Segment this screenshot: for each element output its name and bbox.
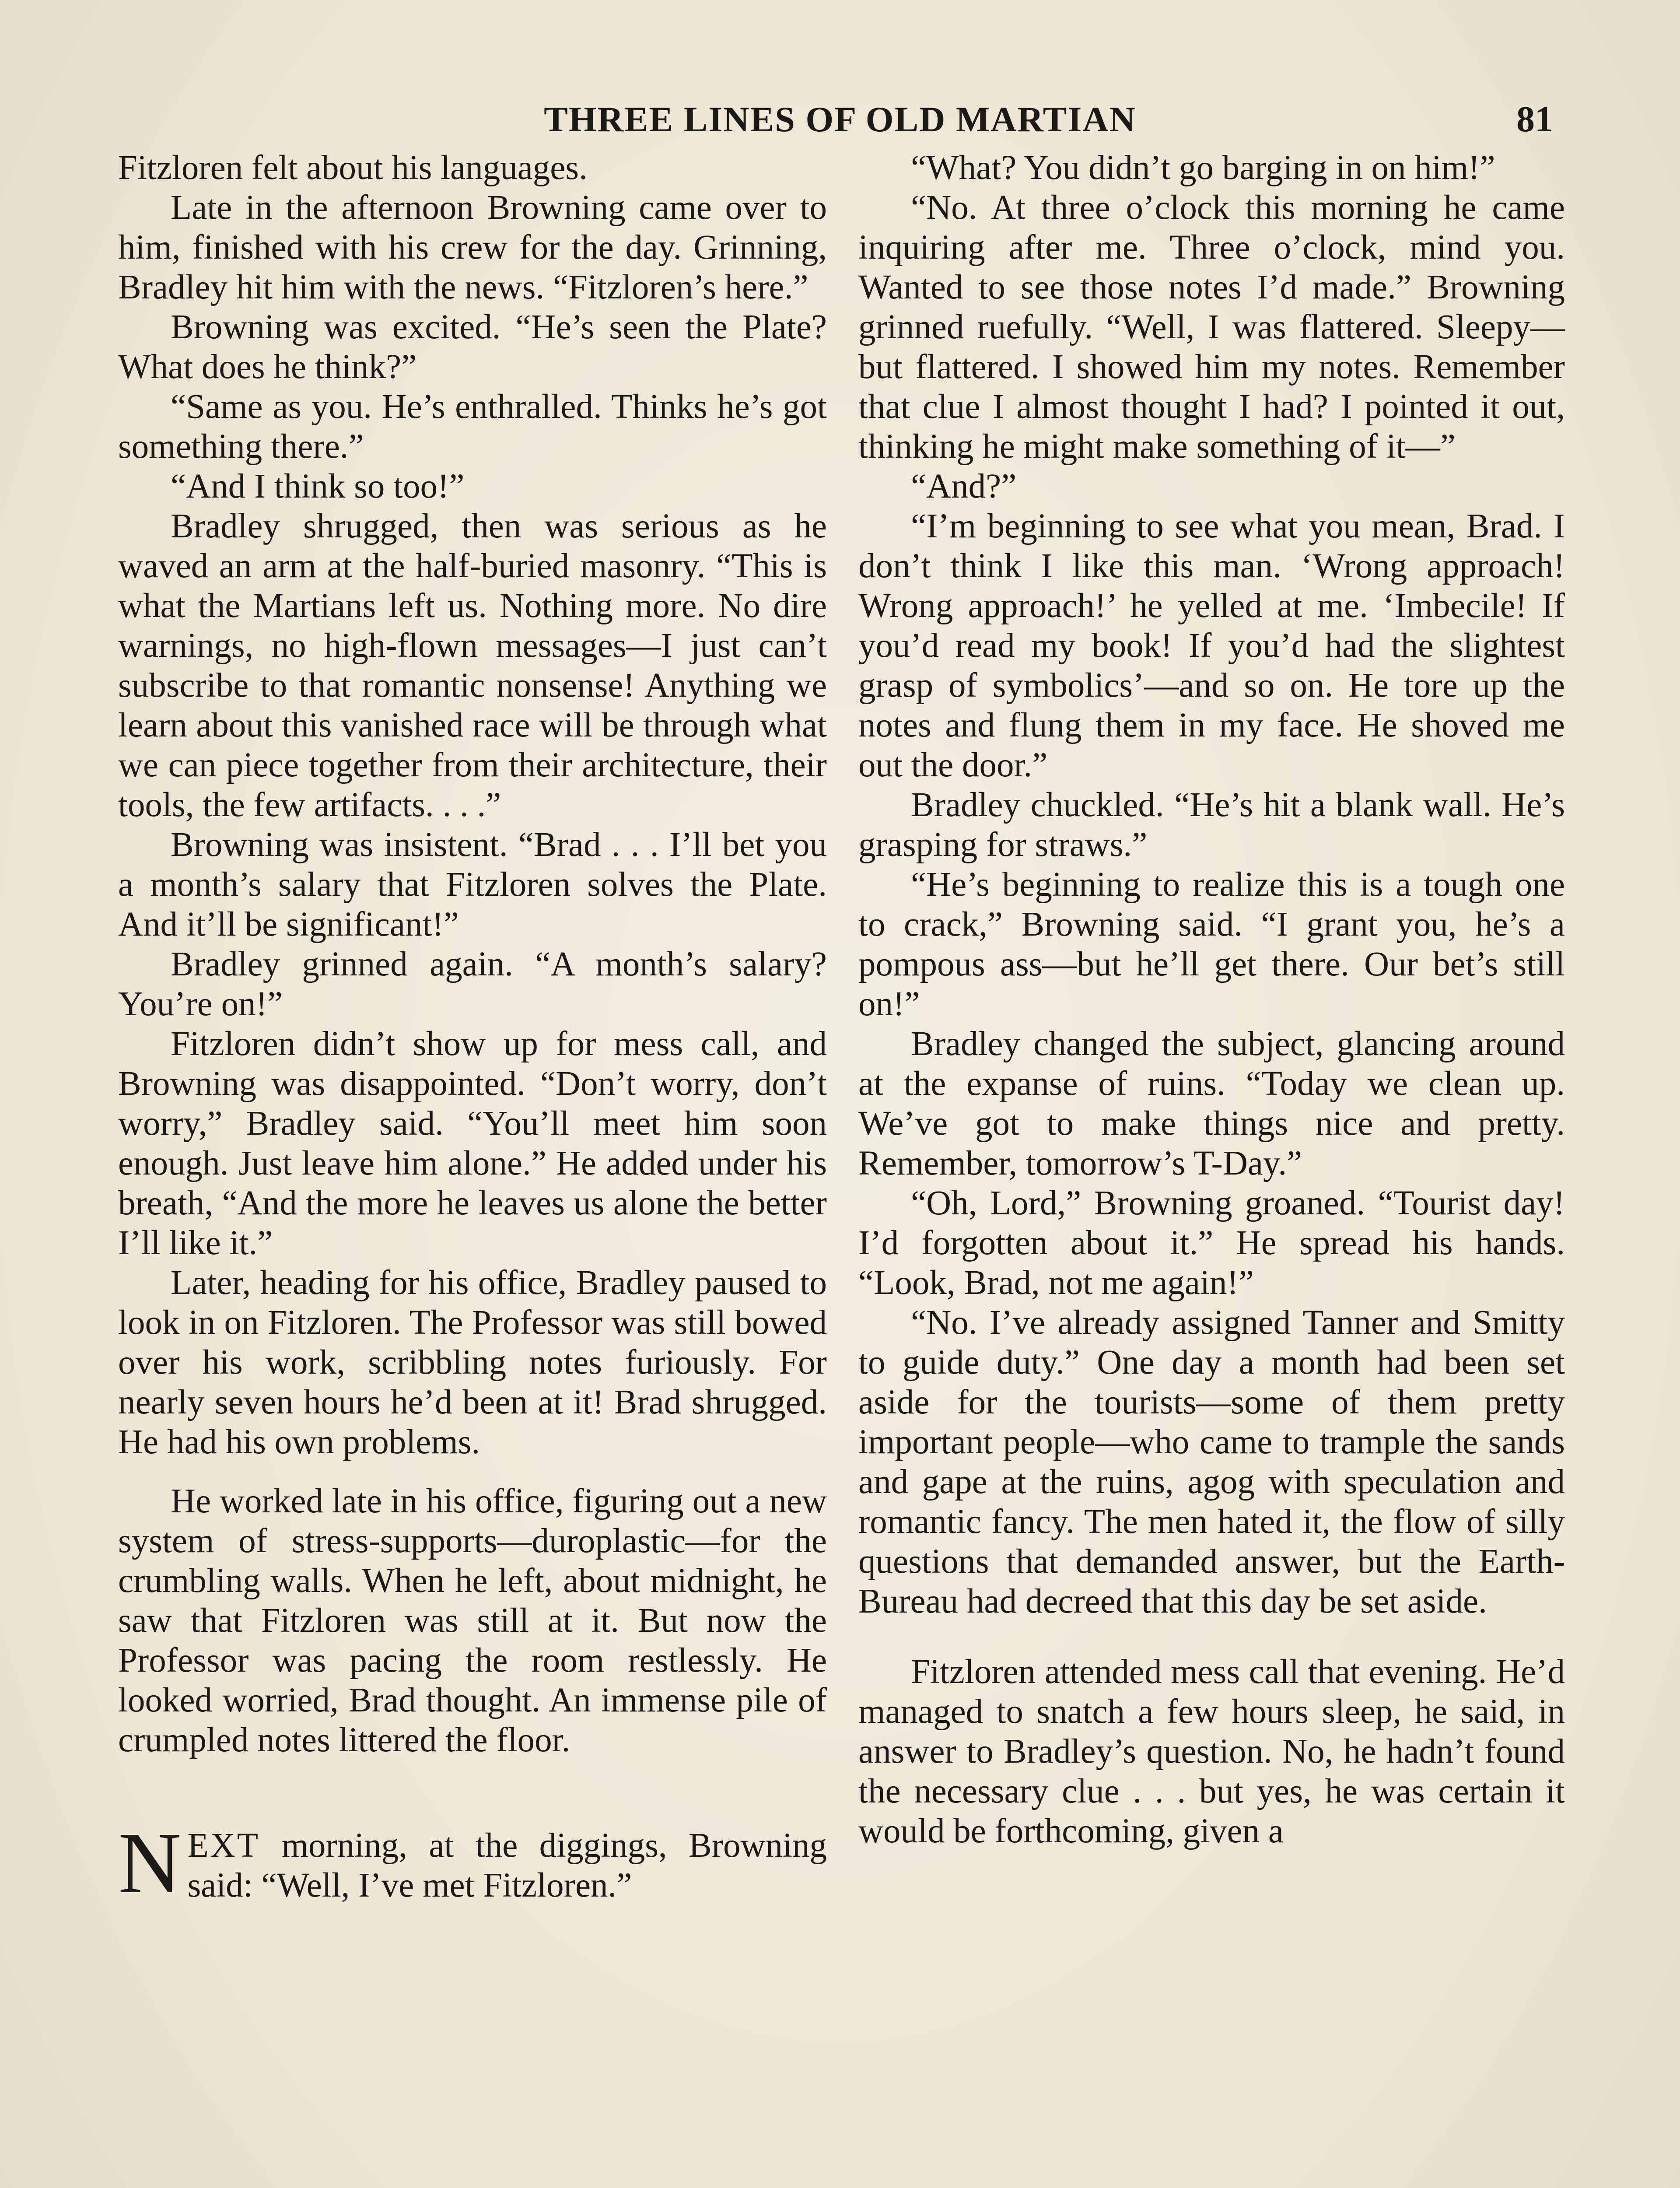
paragraph: Bradley changed the subject, glancing around at the expanse of ruins. “Today we clean up. We’ve got to make things nice and pretty. Remember, tomorrow’s T-Day.” — [858, 1025, 1565, 1182]
paragraph: Fitzloren didn’t show up for mess call, and Browning was disappointed. “Don’t worry, don’t worry,” Bradley said. “You’ll meet him soon enough. Just leave him alone.” He added under his breath, “And the more he leaves us alone the better I’ll like it.” — [118, 1025, 827, 1262]
paragraph: “I’m beginning to see what you mean, Brad. I don’t think I like this man. ‘Wrong approach! Wrong approach!’ he yelled at me. ‘Imbecile! If you’d read my book! If you’d had the slightest grasp of symbolics’—and so on. He tore up the notes and flung them in my face. He shoved me out the door.” — [858, 507, 1565, 784]
page-number: 81 — [1516, 99, 1553, 140]
paragraph: Fitzloren attended mess call that evening. He’d managed to snatch a few hours sleep, he said, in answer to Bradley’s question. No, he hadn’t found the necessary clue . . . but yes, he was certain it would be forthcoming, given a — [858, 1653, 1565, 1850]
left-column — [118, 148, 827, 1911]
paragraph: Browning was excited. “He’s seen the Plate? What does he think?” — [118, 308, 827, 386]
paragraph: “And I think so too!” — [171, 467, 465, 505]
paragraph: “Same as you. He’s enthralled. Thinks he’s got something there.” — [118, 388, 827, 466]
paragraph: “And?” — [911, 467, 1017, 505]
paragraph: “What? You didn’t go barging in on him!” — [911, 149, 1495, 187]
paragraph: “Oh, Lord,” Browning groaned. “Tourist day! I’d forgotten about it.” He spread his hands. “Look, Brad, not me again!” — [858, 1184, 1565, 1302]
drop-cap-smallcaps: EXT — [187, 1827, 260, 1865]
paragraph: Fitzloren felt about his languages. — [118, 149, 588, 187]
paragraph: “No. At three o’clock this morning he came inquiring after me. Three o’clock, mind you. Wanted to see those notes I’d made.” Browning grinned ruefully. “Well, I was flattered. Sleepy—but flattered. I showed him my notes. Remember that clue I almost thought I had? I pointed it out, thinking he might make something of it—” — [858, 189, 1565, 466]
paragraph: He worked late in his office, figuring out a new system of stress-supports—duroplastic—for the crumbling walls. When he left, about midnight, he saw that Fitzloren was still at it. But now the Professor was pacing the room restlessly. He looked worried, Brad thought. An immense pile of crumpled notes littered the floor. — [118, 1482, 827, 1759]
drop-cap-text: morning, at the diggings, Browning said: “Well, I’ve met Fitzloren.” — [187, 1827, 827, 1904]
paragraph: Late in the afternoon Browning came over to him, finished with his crew for the day. Grinning, Bradley hit him with the news. “Fitzloren’s here.” — [118, 189, 827, 306]
drop-cap-letter: N — [118, 1815, 182, 1911]
paragraph: Browning was insistent. “Brad . . . I’ll bet you a month’s salary that Fitzloren solves the Plate. And it’ll be significant!” — [118, 826, 827, 943]
dropcap-paragraph — [118, 1815, 827, 1911]
paragraph: Bradley grinned again. “A month’s salary? You’re on!” — [118, 945, 827, 1023]
page-header — [118, 95, 1562, 144]
paragraph: Bradley shrugged, then was serious as he waved an arm at the half-buried masonry. “This is what the Martians left us. Nothing more. No dire warnings, no high-flown messages—I just can’t subscribe to that romantic nonsense! Anything we learn about this vanished race will be through what we can piece together from their architecture, their tools, the few artifacts. . . .” — [118, 507, 827, 824]
paragraph: “He’s beginning to realize this is a tough one to crack,” Browning said. “I grant you, he’s a pompous ass—but he’ll get there. Our bet’s still on!” — [858, 866, 1565, 1023]
running-title: THREE LINES OF OLD MARTIAN — [544, 99, 1136, 139]
paragraph: Bradley chuckled. “He’s hit a blank wall. He’s grasping for straws.” — [858, 786, 1565, 864]
right-column — [858, 148, 1565, 1851]
paragraph: Later, heading for his office, Bradley paused to look in on Fitzloren. The Professor was still bowed over his work, scribbling notes furiously. For nearly seven hours he’d been at it! Brad shrugged. He had his own problems. — [118, 1264, 827, 1461]
paragraph: “No. I’ve already assigned Tanner and Smitty to guide duty.” One day a month had been set aside for the tourists—some of them pretty important people—who came to trample the sands and gape at the ruins, agog with speculation and romantic fancy. The men hated it, the flow of silly questions that demanded answer, but the Earth-Bureau had decreed that this day be set aside. — [858, 1304, 1565, 1620]
